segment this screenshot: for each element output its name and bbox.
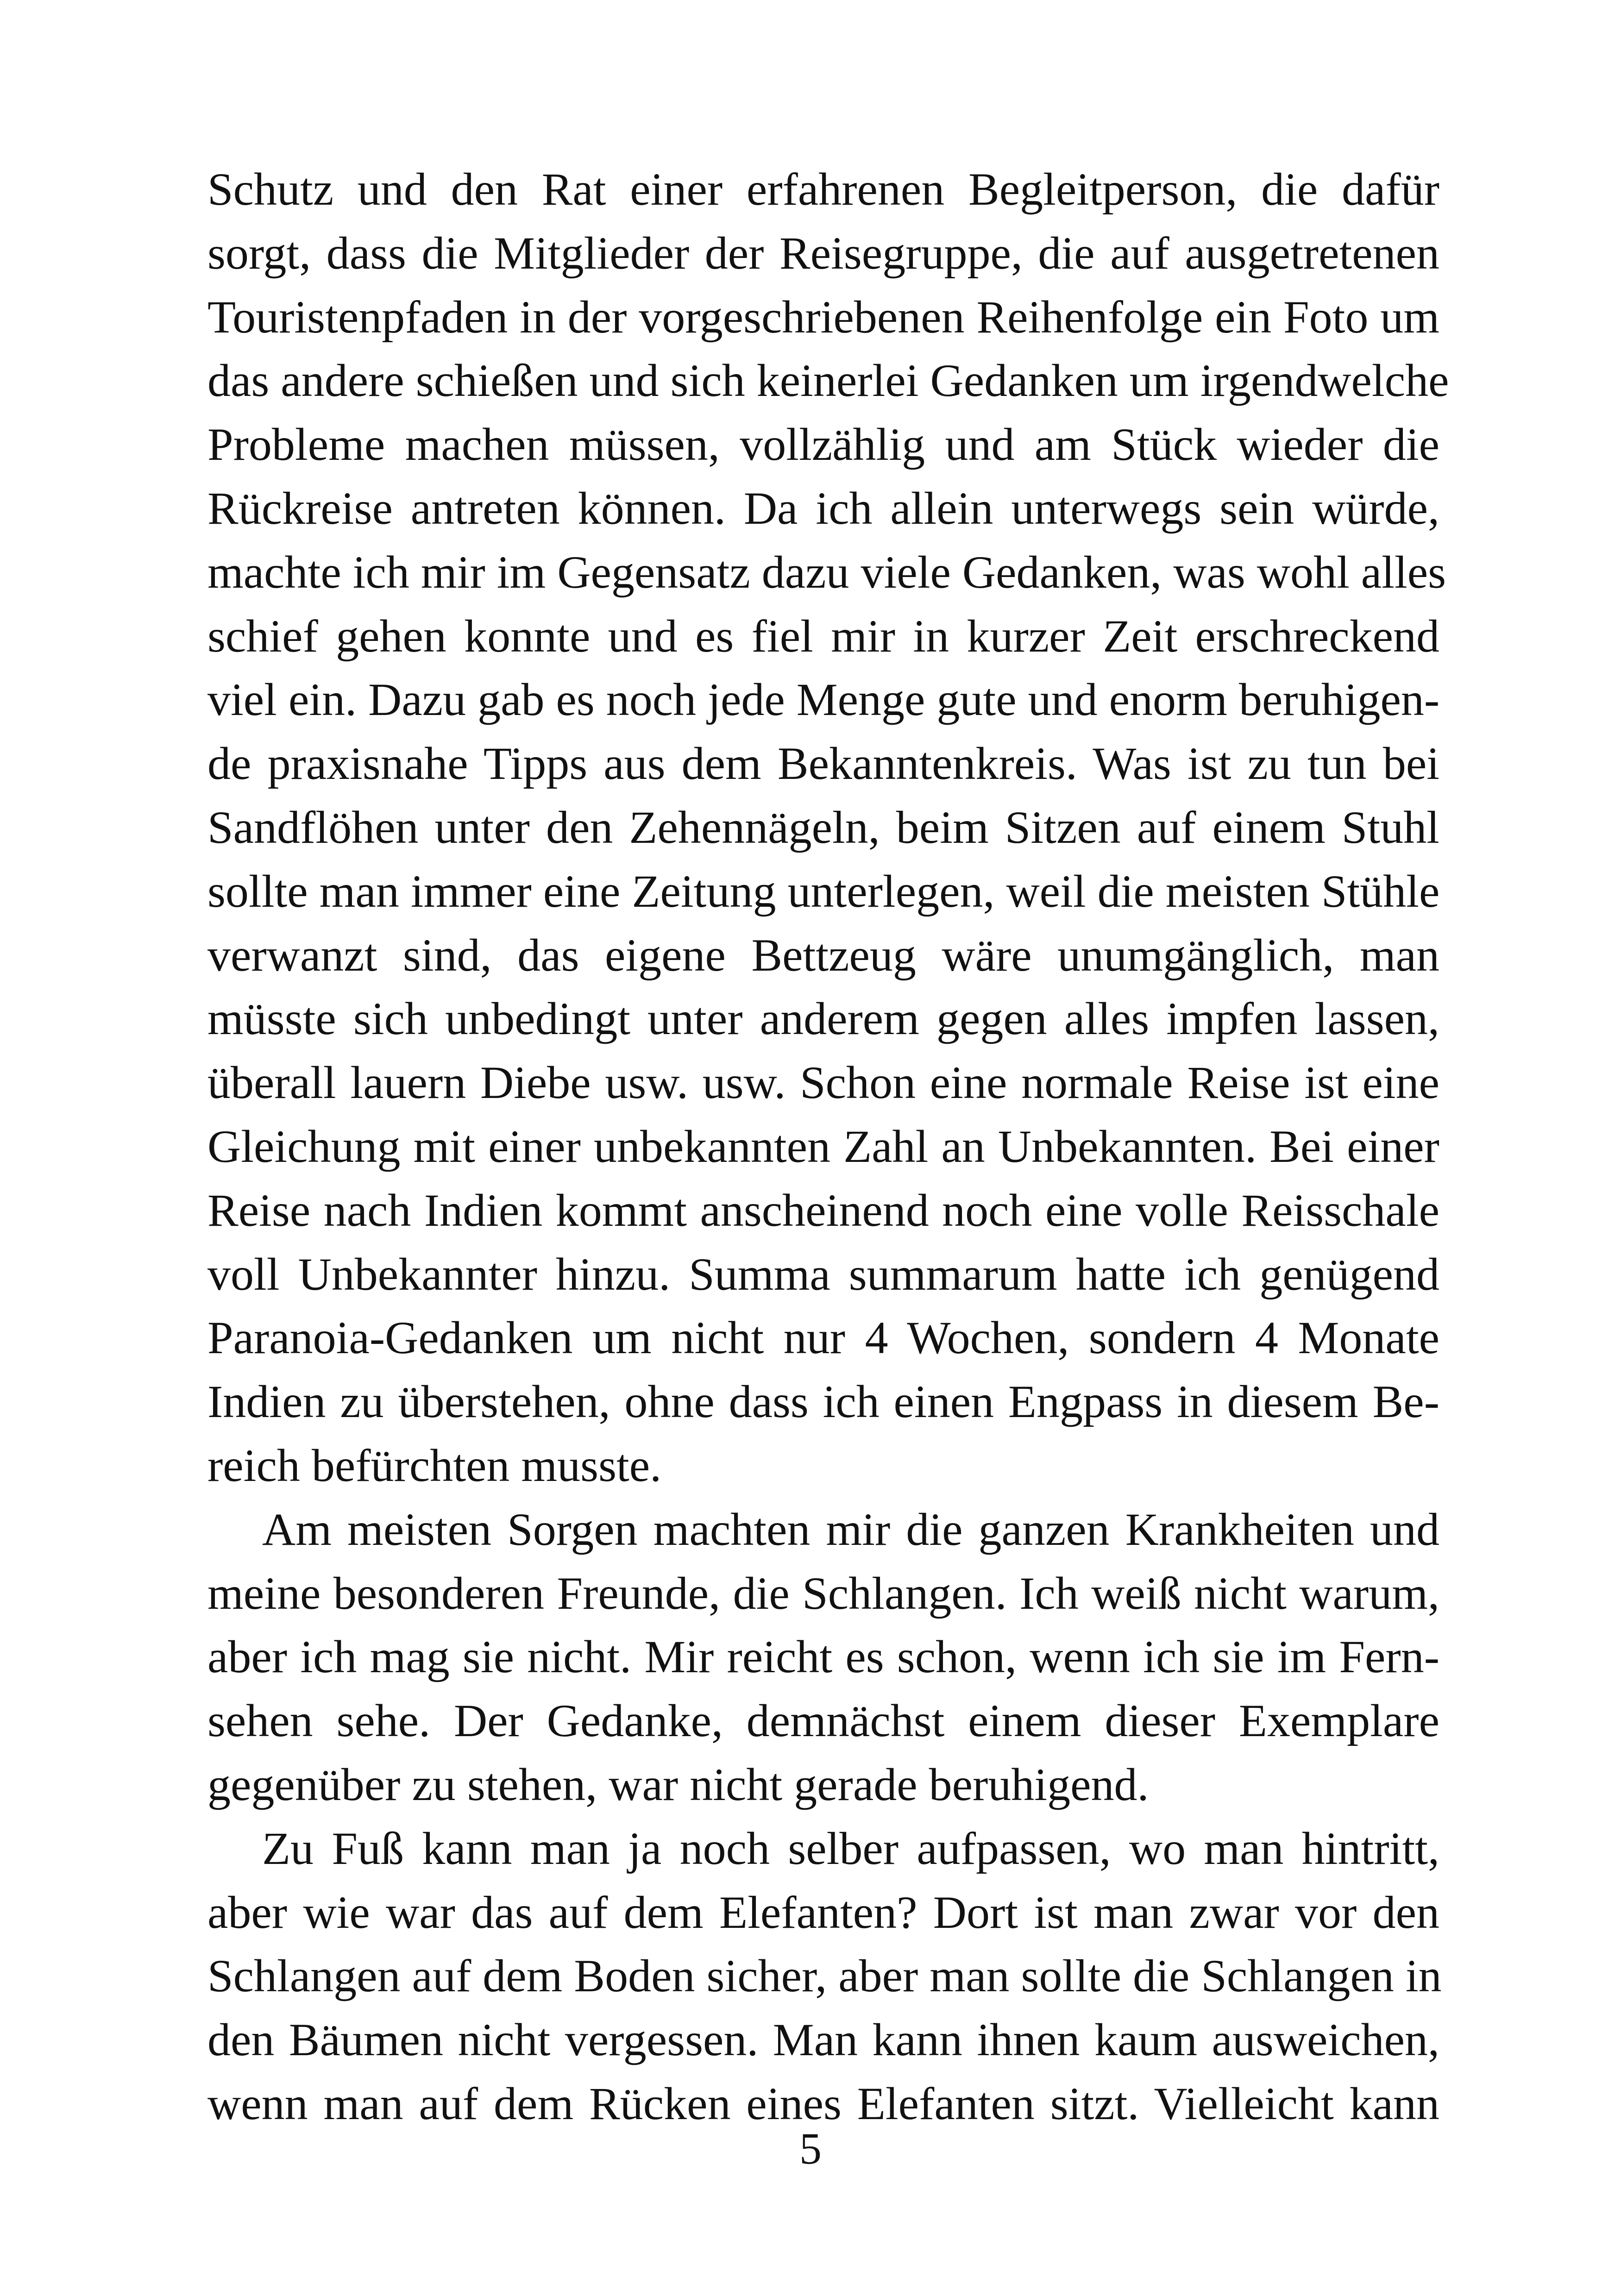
paragraph: [207, 157, 1449, 1498]
text-line: Zu Fuß kann man ja noch selber aufpassen, wo man hintritt,: [262, 1822, 1439, 1874]
text-line: Indien zu überstehen, ohne dass ich einen Engpass in diesem Be-: [207, 1376, 1439, 1428]
text-line: sehen sehe. Der Gedanke, demnächst einem dieser Exemplare: [207, 1695, 1439, 1747]
text-line: gegenüber zu stehen, war nicht gerade beruhigend.: [207, 1758, 1149, 1810]
text-line: das andere schießen und sich keinerlei Gedanken um irgendwelche: [207, 355, 1449, 407]
page-number: 5: [799, 2124, 822, 2173]
text-line: schief gehen konnte und es fiel mir in kurzer Zeit erschreckend: [207, 610, 1439, 662]
text-line: machte ich mir im Gegensatz dazu viele Gedanken, was wohl alles: [207, 546, 1446, 598]
text-line: Gleichung mit einer unbekannten Zahl an Unbekannten. Bei einer: [207, 1120, 1439, 1172]
text-line: Schlangen auf dem Boden sicher, aber man sollte die Schlangen in: [207, 1950, 1442, 2002]
text-line: sollte man immer eine Zeitung unterlegen, weil die meisten Stühle: [207, 865, 1440, 917]
text-line: reich befürchten musste.: [207, 1439, 662, 1491]
text-line: müsste sich unbedingt unter anderem gegen alles impfen lassen,: [207, 993, 1439, 1045]
text-line: sorgt, dass die Mitglieder der Reisegruppe, die auf ausgetretenen: [207, 227, 1439, 279]
text-line: wenn man auf dem Rücken eines Elefanten sitzt. Vielleicht kann: [207, 2077, 1439, 2129]
text-line: Sandflöhen unter den Zehennägeln, beim Sitzen auf einem Stuhl: [207, 801, 1439, 853]
text-line: de praxisnahe Tipps aus dem Bekanntenkreis. Was ist zu tun bei: [207, 738, 1439, 790]
text-line: viel ein. Dazu gab es noch jede Menge gute und enorm beruhigen-: [207, 674, 1440, 726]
text-line: den Bäumen nicht vergessen. Man kann ihnen kaum ausweichen,: [207, 2014, 1439, 2066]
text-line: Am meisten Sorgen machten mir die ganzen Krankheiten und: [262, 1503, 1439, 1555]
text-line: überall lauern Diebe usw. usw. Schon eine normale Reise ist eine: [207, 1057, 1439, 1109]
body-text: [207, 157, 1449, 2136]
text-line: aber ich mag sie nicht. Mir reicht es schon, wenn ich sie im Fern-: [207, 1631, 1439, 1683]
paragraph: [207, 1498, 1439, 1817]
text-line: Rückreise antreten können. Da ich allein unterwegs sein würde,: [207, 482, 1439, 534]
text-line: Paranoia-Gedanken um nicht nur 4 Wochen, sondern 4 Monate: [207, 1312, 1439, 1364]
text-line: voll Unbekannter hinzu. Summa summarum hatte ich genügend: [207, 1248, 1439, 1300]
text-line: Reise nach Indien kommt anscheinend noch eine volle Reisschale: [207, 1184, 1439, 1236]
text-line: aber wie war das auf dem Elefanten? Dort ist man zwar vor den: [207, 1886, 1439, 1938]
text-line: Touristenpfaden in der vorgeschriebenen Reihenfolge ein Foto um: [207, 291, 1439, 343]
text-line: Probleme machen müssen, vollzählig und am Stück wieder die: [207, 419, 1439, 470]
text-line: verwanzt sind, das eigene Bettzeug wäre unumgänglich, man: [207, 929, 1439, 981]
text-line: Schutz und den Rat einer erfahrenen Begleitperson, die dafür: [207, 163, 1439, 215]
text-line: meine besonderen Freunde, die Schlangen. Ich weiß nicht warum,: [207, 1567, 1439, 1619]
paragraph: [207, 1817, 1442, 2136]
